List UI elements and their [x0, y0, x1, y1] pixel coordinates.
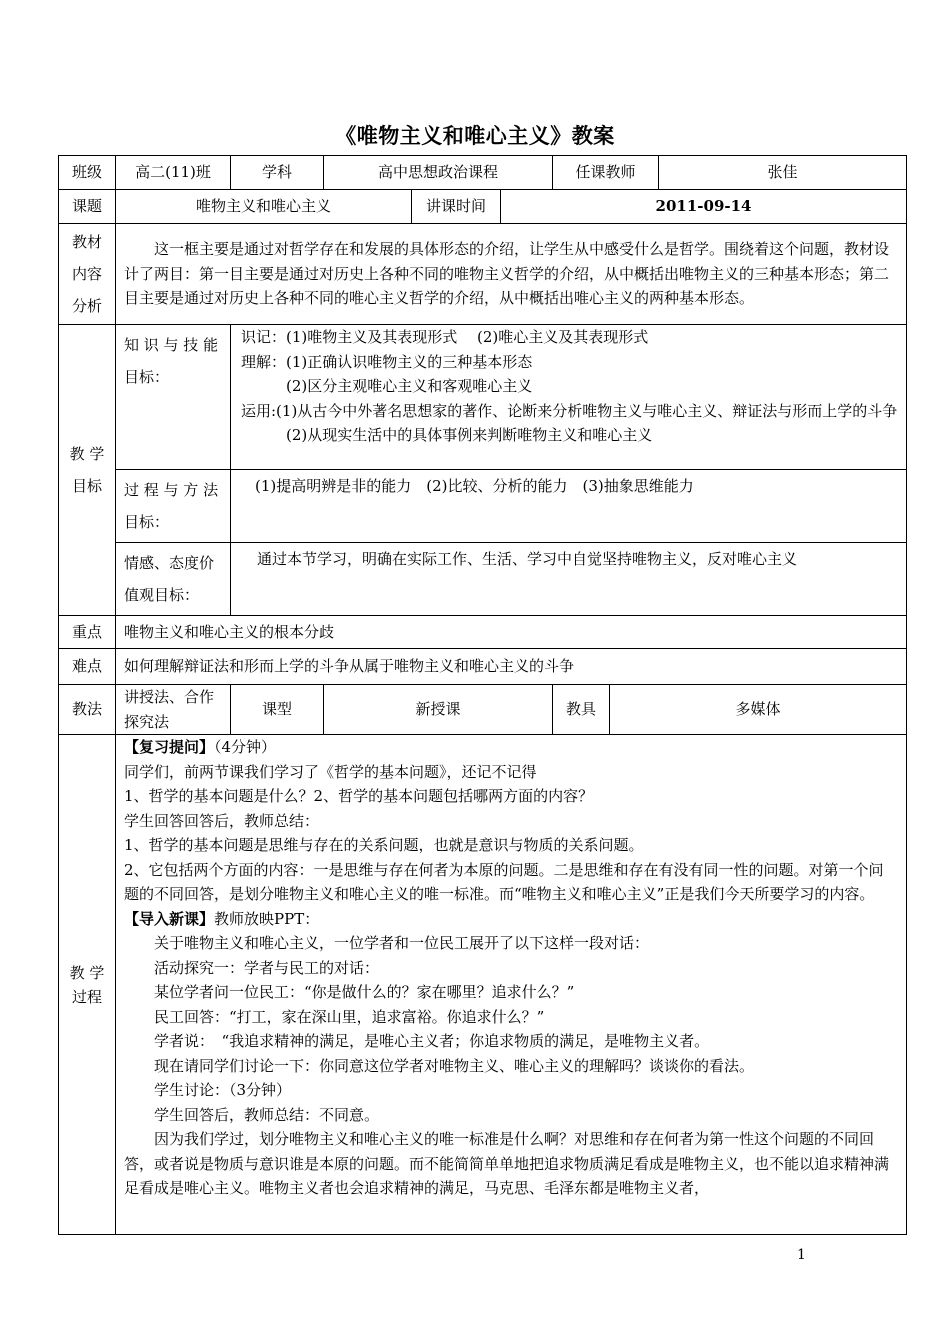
topic-row — [59, 190, 907, 224]
process-paragraph: 同学们，前两节课我们学习了《哲学的基本问题》，还记不记得 — [124, 762, 537, 781]
goals-label — [59, 325, 116, 616]
difficulty-label: 难点 — [59, 649, 116, 685]
class-label: 班级 — [59, 156, 116, 190]
knowledge-line: (2)从现实生活中的具体事例来判断唯物主义和唯心主义 — [241, 426, 653, 444]
analysis-row — [59, 224, 907, 325]
method-label: 教法 — [59, 685, 116, 735]
goals-process-row — [59, 470, 907, 543]
review-heading: 【复习提问】 — [124, 738, 215, 756]
teacher-value: 张佳 — [659, 156, 907, 190]
analysis-label — [59, 224, 116, 325]
emotion-goal-text: 通过本节学习，明确在实际工作、生活、学习中自觉坚持唯物主义，反对唯心主义 — [257, 550, 798, 568]
process-paragraph: 学生回答后，教师总结：不同意。 — [154, 1105, 380, 1124]
lesson-type-value: 新授课 — [324, 685, 553, 735]
method-value: 讲授法、合作探究法 — [116, 685, 231, 735]
process-paragraph: 因为我们学过，划分唯物主义和唯心主义的唯一标准是什么啊？对思维和存在何者为第一性这个问题的不同回答，或者说是物质与意识谁是本原的问题。而不能简简单单地把追求物质满足看成是唯物主义，也不能以追求精神满足看成是唯心主义。唯物主义者也会追求精神的满足，马克思、毛泽东都是唯物主义者， — [124, 1130, 890, 1197]
knowledge-line: (2)区分主观唯心主义和客观唯心主义 — [241, 377, 533, 395]
process-paragraph: 活动探究一：学者与民工的对话： — [154, 958, 380, 977]
process-paragraph: 民工回答：“打工，家在深山里，追求富裕。你追求什么？” — [154, 1007, 545, 1026]
topic-label: 课题 — [59, 190, 116, 224]
key-point-text: 唯物主义和唯心主义的根本分歧 — [116, 616, 907, 649]
analysis-text: 这一框主要是通过对哲学存在和发展的具体形态的介绍，让学生从中感受什么是哲学。围绕着这个问题，教材设计了两目：第一目主要是通过对历史上各种不同的唯物主义哲学的介绍，从中概括出唯物主义的三种基本形态；第二目主要是通过对历史上各种不同的唯心主义哲学的介绍，从中概括出唯心主义的两种基本形态。 — [124, 240, 890, 308]
goals-knowledge-row — [59, 325, 907, 470]
class-value: 高二(11)班 — [116, 156, 231, 190]
lesson-plan-table — [58, 155, 907, 1235]
process-paragraph: 学者说： “我追求精神的满足，是唯心主义者；你追求物质的满足，是唯物主义者。 — [154, 1032, 710, 1050]
goals-emotion-row — [59, 543, 907, 616]
key-point-label: 重点 — [59, 616, 116, 649]
time-value: 2011-09-14 — [501, 190, 907, 224]
tools-label: 教具 — [553, 685, 610, 735]
knowledge-label-line: 目标： — [124, 368, 170, 386]
process-paragraph: 1、哲学的基本问题是思维与存在的关系问题，也就是意识与物质的关系问题。 — [124, 836, 644, 854]
key-point-row — [59, 616, 907, 649]
difficulty-text: 如何理解辩证法和形而上学的斗争从属于唯物主义和唯心主义的斗争 — [116, 649, 907, 685]
teacher-label: 任课教师 — [553, 156, 659, 190]
analysis-label-line: 分析 — [71, 297, 102, 315]
intro-heading: 【导入新课】 — [124, 909, 215, 928]
process-goal-label-line: 目标： — [124, 513, 170, 531]
emotion-goal-label-line: 值观目标： — [124, 586, 200, 604]
emotion-goal-label-line: 情感、态度价 — [124, 554, 215, 572]
process-paragraph: 学生回答回答后，教师总结： — [124, 811, 320, 830]
process-paragraph: 2、它包括两个方面的内容：一是思维与存在何者为本原的问题。二是思维和存在有没有同一性的问题。对第一个问题的不同回答，是划分唯物主义和唯心主义的唯一标准。而“唯物主义和唯心主义”正是我们今天所要学习的内容。 — [124, 860, 884, 903]
knowledge-label-line: 知 识 与 技 能 — [124, 336, 219, 354]
subject-value: 高中思想政治课程 — [324, 156, 553, 190]
knowledge-line: 运用:(1)从古今中外著名思想家的著作、论断来分析唯物主义与唯心主义、辩证法与形而上学的斗争 — [241, 401, 898, 420]
tools-value: 多媒体 — [610, 685, 907, 735]
analysis-label-line: 教材 — [71, 233, 102, 251]
teaching-process-row — [59, 735, 907, 1235]
emotion-goal-label — [116, 543, 231, 616]
process-label-line: 教 学 — [69, 963, 105, 982]
subject-label: 学科 — [231, 156, 324, 190]
analysis-label-line: 内容 — [71, 265, 102, 283]
process-paragraph: 现在请同学们讨论一下：你同意这位学者对唯物主义、唯心主义的理解吗？谈谈你的看法。 — [154, 1056, 755, 1075]
process-paragraph: 1、哲学的基本问题是什么？2、哲学的基本问题包括哪两方面的内容？ — [124, 787, 594, 805]
process-label — [59, 735, 116, 1235]
process-goal-label — [116, 470, 231, 543]
difficulty-row — [59, 649, 907, 685]
goals-label-line: 教 学 — [69, 445, 105, 463]
process-paragraph: 学生讨论：（3分钟） — [154, 1081, 292, 1099]
info-row — [59, 156, 907, 190]
process-goal-text: (1)提高明辨是非的能力 (2)比较、分析的能力 (3)抽象思维能力 — [255, 477, 694, 495]
knowledge-label — [116, 325, 231, 470]
lesson-type-label: 课型 — [231, 685, 324, 735]
goals-label-line: 目标 — [71, 477, 102, 495]
knowledge-line: 识记：(1)唯物主义及其表现形式 (2)唯心主义及其表现形式 — [241, 328, 649, 346]
method-row — [59, 685, 907, 735]
topic-value: 唯物主义和唯心主义 — [116, 190, 412, 224]
process-label-line: 过程 — [71, 987, 102, 1006]
page-number: 1 — [797, 1247, 806, 1263]
intro-text: 教师放映PPT： — [214, 909, 320, 928]
knowledge-line: 理解：(1)正确认识唯物主义的三种基本形态 — [241, 352, 533, 371]
process-paragraph: 关于唯物主义和唯心主义，一位学者和一位民工展开了以下这样一段对话： — [154, 934, 650, 952]
time-label: 讲课时间 — [412, 190, 501, 224]
document-title: 《唯物主义和唯心主义》教案 — [335, 123, 615, 148]
review-time: （4分钟） — [214, 738, 277, 756]
process-paragraph: 某位学者问一位民工：“你是做什么的？家在哪里？追求什么？” — [154, 983, 575, 1001]
process-goal-label-line: 过 程 与 方 法 — [124, 481, 219, 499]
